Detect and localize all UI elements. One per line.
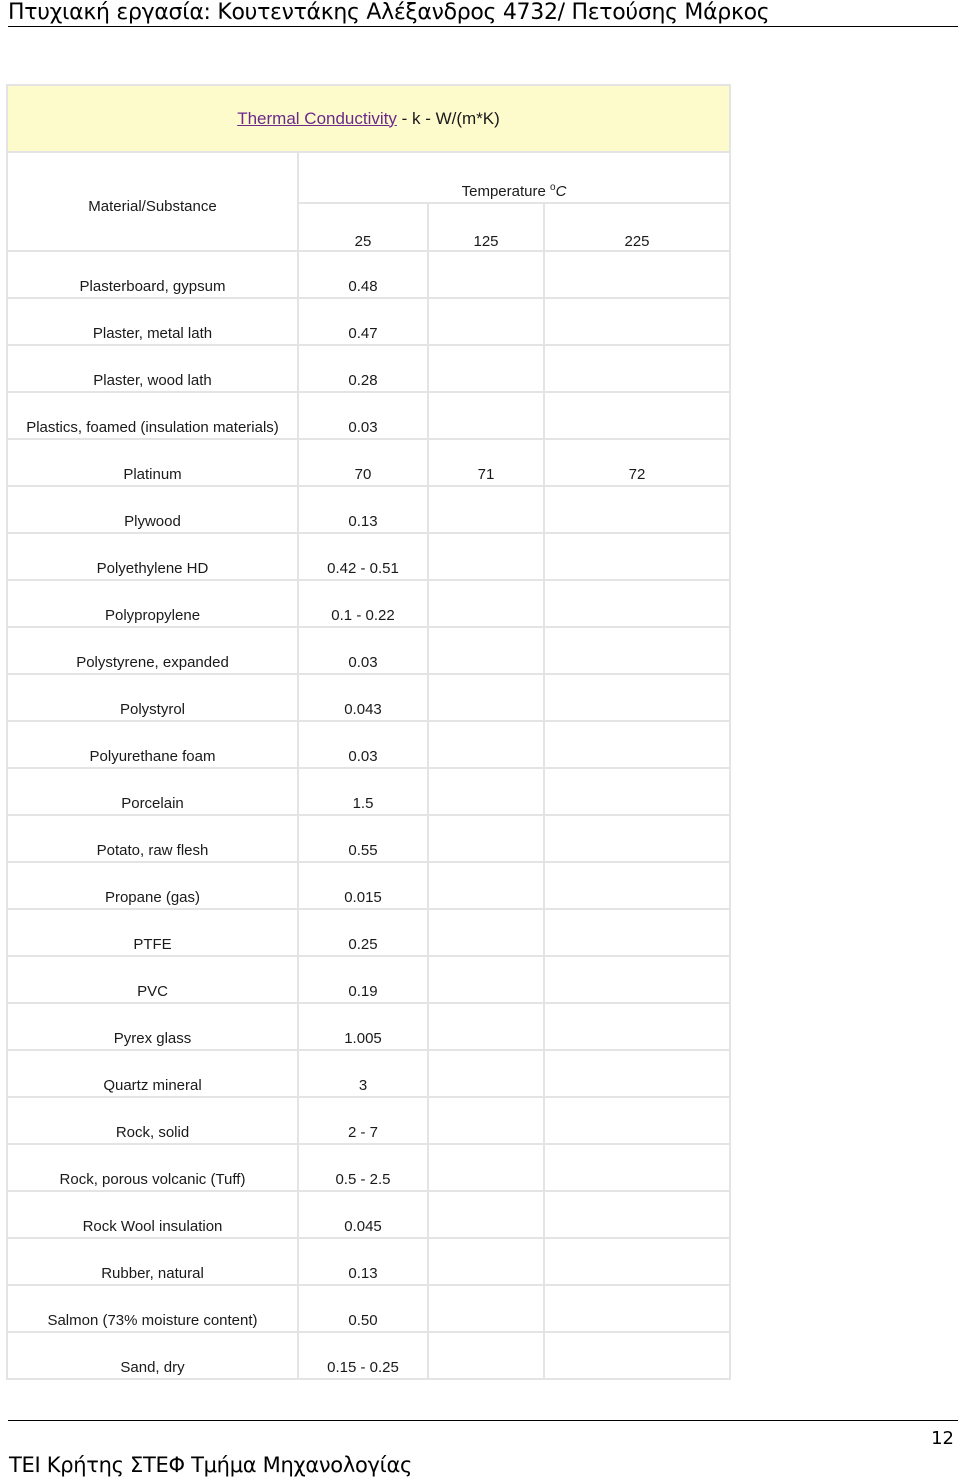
table-row	[7, 439, 730, 486]
value-25-cell: 1.5	[298, 768, 428, 815]
table-row	[7, 768, 730, 815]
page-header	[8, 0, 958, 27]
table-row	[7, 345, 730, 392]
value-25-cell: 0.043	[298, 674, 428, 721]
value-25-cell: 0.1 - 0.22	[298, 580, 428, 627]
value-225-cell	[544, 909, 730, 956]
material-cell: Rock, porous volcanic (Tuff)	[7, 1144, 298, 1191]
temp-header-225: 225	[544, 203, 730, 251]
value-25-cell: 0.03	[298, 721, 428, 768]
value-125-cell	[428, 533, 544, 580]
value-225-cell	[544, 392, 730, 439]
value-225-cell	[544, 1285, 730, 1332]
table-row	[7, 298, 730, 345]
value-125-cell	[428, 298, 544, 345]
value-25-cell: 0.03	[298, 392, 428, 439]
value-25-cell: 3	[298, 1050, 428, 1097]
material-cell: PTFE	[7, 909, 298, 956]
table-title-unit: - k - W/(m*K)	[396, 108, 500, 128]
table-row	[7, 1238, 730, 1285]
material-cell: Salmon (73% moisture content)	[7, 1285, 298, 1332]
value-125-cell	[428, 815, 544, 862]
table-row	[7, 815, 730, 862]
material-cell: Rock Wool insulation	[7, 1191, 298, 1238]
value-225-cell	[544, 533, 730, 580]
material-cell: Propane (gas)	[7, 862, 298, 909]
value-125-cell	[428, 345, 544, 392]
value-225-cell	[544, 674, 730, 721]
value-225-cell	[544, 862, 730, 909]
value-125-cell	[428, 486, 544, 533]
column-header-material: Material/Substance	[7, 152, 298, 251]
material-cell: Polystyrol	[7, 674, 298, 721]
page-header-title: Πτυχιακή εργασία: Κουτεντάκης Αλέξανδρος 4732/ Πετούσης Μάρκος	[8, 0, 770, 25]
table-row	[7, 533, 730, 580]
table-row	[7, 1191, 730, 1238]
material-cell: Porcelain	[7, 768, 298, 815]
material-cell: Polypropylene	[7, 580, 298, 627]
table-row	[7, 1285, 730, 1332]
value-125-cell	[428, 909, 544, 956]
table-row	[7, 1003, 730, 1050]
material-cell: Polyurethane foam	[7, 721, 298, 768]
table-row	[7, 721, 730, 768]
value-225-cell	[544, 1003, 730, 1050]
table-row	[7, 627, 730, 674]
value-225-cell	[544, 1144, 730, 1191]
degree-symbol: o	[550, 181, 556, 193]
value-125-cell	[428, 862, 544, 909]
value-125-cell	[428, 251, 544, 298]
footer-divider	[8, 1420, 958, 1421]
value-225-cell	[544, 251, 730, 298]
table-row	[7, 251, 730, 298]
value-125-cell	[428, 580, 544, 627]
value-225-cell	[544, 1097, 730, 1144]
material-cell: Plastics, foamed (insulation materials)	[7, 392, 298, 439]
material-cell: Quartz mineral	[7, 1050, 298, 1097]
material-cell: Rock, solid	[7, 1097, 298, 1144]
material-cell: Plasterboard, gypsum	[7, 251, 298, 298]
value-225-cell	[544, 956, 730, 1003]
value-25-cell: 0.47	[298, 298, 428, 345]
material-cell: Rubber, natural	[7, 1238, 298, 1285]
value-25-cell: 0.13	[298, 486, 428, 533]
table-row	[7, 674, 730, 721]
value-225-cell	[544, 815, 730, 862]
table-row	[7, 1050, 730, 1097]
material-cell: PVC	[7, 956, 298, 1003]
thermal-conductivity-table	[6, 84, 731, 1380]
table-row	[7, 1144, 730, 1191]
material-cell: Pyrex glass	[7, 1003, 298, 1050]
value-25-cell: 70	[298, 439, 428, 486]
value-225-cell	[544, 298, 730, 345]
thermal-conductivity-link[interactable]: Thermal Conductivity	[237, 108, 397, 128]
temperature-label: Temperature	[461, 182, 550, 200]
table-row	[7, 486, 730, 533]
value-25-cell: 0.19	[298, 956, 428, 1003]
value-125-cell	[428, 1238, 544, 1285]
value-25-cell: 0.48	[298, 251, 428, 298]
page-footer-text: ΤΕΙ Κρήτης ΣΤΕΦ Τμήμα Μηχανολογίας	[9, 1453, 413, 1477]
value-125-cell	[428, 1285, 544, 1332]
value-225-cell	[544, 1332, 730, 1379]
material-cell: Plaster, metal lath	[7, 298, 298, 345]
value-125-cell	[428, 627, 544, 674]
value-225-cell	[544, 486, 730, 533]
value-25-cell: 0.015	[298, 862, 428, 909]
value-125-cell	[428, 1003, 544, 1050]
value-25-cell: 0.55	[298, 815, 428, 862]
material-cell: Sand, dry	[7, 1332, 298, 1379]
table-row	[7, 1332, 730, 1379]
value-25-cell: 0.15 - 0.25	[298, 1332, 428, 1379]
material-cell: Plywood	[7, 486, 298, 533]
value-25-cell: 0.045	[298, 1191, 428, 1238]
value-25-cell: 0.03	[298, 627, 428, 674]
value-125-cell	[428, 721, 544, 768]
material-cell: Plaster, wood lath	[7, 345, 298, 392]
value-125-cell	[428, 1050, 544, 1097]
value-125-cell	[428, 674, 544, 721]
value-125-cell	[428, 768, 544, 815]
value-25-cell: 2 - 7	[298, 1097, 428, 1144]
material-cell: Polystyrene, expanded	[7, 627, 298, 674]
value-225-cell	[544, 627, 730, 674]
table-row	[7, 956, 730, 1003]
value-225-cell	[544, 580, 730, 627]
material-cell: Potato, raw flesh	[7, 815, 298, 862]
value-225-cell	[544, 1191, 730, 1238]
value-225-cell	[544, 1238, 730, 1285]
temp-header-125: 125	[428, 203, 544, 251]
table-row	[7, 580, 730, 627]
page-number: 12	[931, 1428, 954, 1449]
value-125-cell	[428, 1332, 544, 1379]
value-125-cell: 71	[428, 439, 544, 486]
value-125-cell	[428, 1097, 544, 1144]
value-25-cell: 0.50	[298, 1285, 428, 1332]
table-row	[7, 909, 730, 956]
value-225-cell	[544, 345, 730, 392]
value-225-cell	[544, 1050, 730, 1097]
value-125-cell	[428, 392, 544, 439]
value-25-cell: 0.13	[298, 1238, 428, 1285]
value-125-cell	[428, 956, 544, 1003]
celsius-unit: C	[555, 182, 567, 200]
table-row	[7, 1097, 730, 1144]
value-25-cell: 0.5 - 2.5	[298, 1144, 428, 1191]
value-25-cell: 0.42 - 0.51	[298, 533, 428, 580]
material-cell: Platinum	[7, 439, 298, 486]
table-title	[7, 85, 730, 152]
value-25-cell: 0.25	[298, 909, 428, 956]
value-125-cell	[428, 1191, 544, 1238]
value-225-cell	[544, 768, 730, 815]
value-225-cell: 72	[544, 439, 730, 486]
temp-header-25: 25	[298, 203, 428, 251]
material-cell: Polyethylene HD	[7, 533, 298, 580]
value-25-cell: 0.28	[298, 345, 428, 392]
column-header-temperature	[298, 152, 730, 203]
value-125-cell	[428, 1144, 544, 1191]
value-225-cell	[544, 721, 730, 768]
table-row	[7, 862, 730, 909]
value-25-cell: 1.005	[298, 1003, 428, 1050]
table-row	[7, 392, 730, 439]
